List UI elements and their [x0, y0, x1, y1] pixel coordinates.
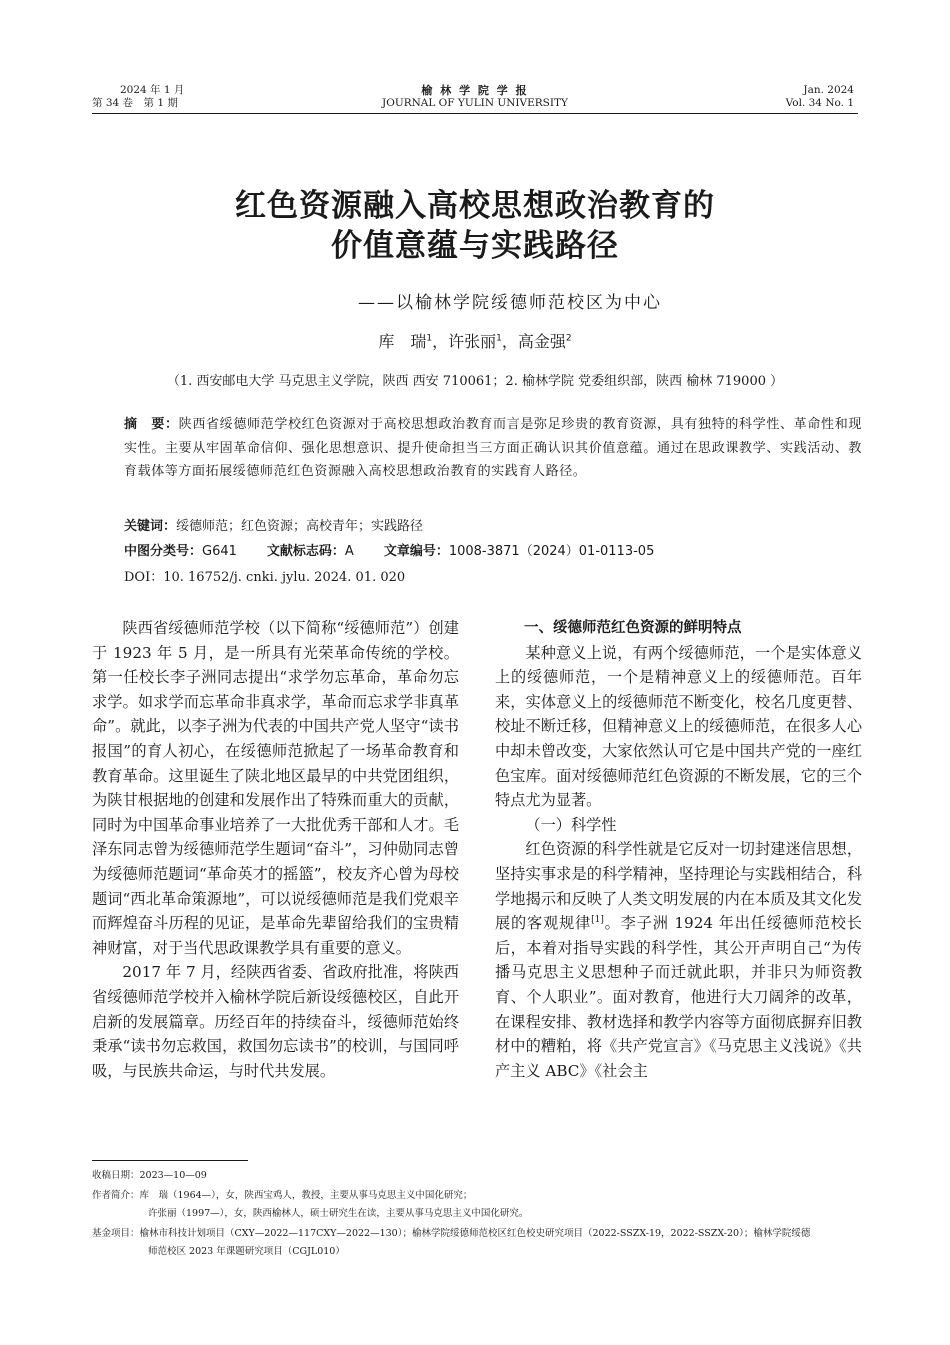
clc-label: 中图分类号：	[124, 544, 203, 559]
paragraph	[495, 837, 862, 1083]
article-subtitle: ——以榆林学院绥德师范校区为中心	[358, 293, 662, 313]
header-right	[786, 84, 854, 110]
footnote-rule	[92, 1160, 248, 1161]
article-title-line1: 红色资源融入高校思想政治教育的	[235, 188, 715, 224]
paragraph: 某种意义上说，有两个绥德师范，一个是实体意义上的绥德师范，一个是精神意义上的绥德师范。百年来，实体意义上的绥德师范不断变化，校名几度更替、校址不断迁移，但精神意义上的绥德师范，在很多人心中却未曾改变，大家依然认可它是中国共产党的一座红色宝库。面对绥德师范红色资源的不断发展，它的三个特点尤为显著。	[495, 643, 862, 810]
header-left	[92, 84, 184, 110]
received-date: 收稿日期：2023—10—09	[92, 1170, 207, 1181]
body-right-column	[495, 616, 862, 1083]
doi	[124, 566, 862, 590]
author-separator: ，	[432, 332, 449, 351]
header-rule	[92, 113, 858, 114]
journal-name	[330, 84, 620, 110]
classification-row	[124, 540, 862, 564]
article-no-label: 文章编号：	[383, 544, 449, 559]
abstract	[124, 413, 862, 484]
paragraph: 2017 年 7 月，经陕西省委、省政府批准，将陕西省绥德师范学校并入榆林学院后新设绥德校区，自此开启新的发展篇章。历经百年的持续奋斗，绥德师范始终秉承“读书勿忘救国，救国勿忘读书”的校训，与国同呼吸，与民族共命运，与时代共发展。	[92, 963, 459, 1080]
doc-code-label: 文献标志码：	[266, 544, 345, 559]
citation-link[interactable]: [1]	[591, 915, 604, 926]
author-name: 许张丽	[448, 332, 497, 351]
author-name: 高金强	[517, 332, 566, 351]
paragraph-text: 红色资源的科学性就是它反对一切封建迷信思想，坚持实事求是的科学精神，坚持理论与实践相结合，科学地揭示和反映了人类文明发展的内在本质及其文化发展的客观规律	[495, 840, 862, 933]
volume-issue-en: Vol. 34 No. 1	[785, 97, 854, 109]
doi-label: DOI：	[124, 570, 164, 585]
issue-date: 2024 年 1 月	[120, 84, 185, 96]
keywords-label: 关键词：	[124, 519, 177, 534]
funding-info: 基金项目：榆林市科技计划项目（CXY—2022—117CXY—2022—130）；榆林学院绥德师范校区红色校史研究项目（2022-SSZX-19，2022-SSZX-20）；榆林学院绥德	[92, 1228, 811, 1239]
author-info: 许张丽（1997—），女，陕西榆林人，硕士研究生在读，主要从事马克思主义中国化研究。	[148, 1208, 529, 1219]
keywords-text: 绥德师范；红色资源；高校青年；实践路径	[176, 519, 424, 534]
author-affil-mark: 2	[565, 333, 572, 344]
doi-link[interactable]: 10. 16752/j. cnki. jylu. 2024. 01. 020	[163, 570, 406, 585]
journal-name-cn: 榆 林 学 院 学 报	[421, 84, 529, 97]
clc-value: G641	[202, 544, 237, 559]
author-info: 作者简介：库 瑞（1964—），女，陕西宝鸡人，教授，主要从事马克思主义中国化研究；	[92, 1190, 473, 1201]
author-affil-mark: 1	[426, 333, 433, 344]
author-list	[92, 329, 858, 352]
paragraph: 陕西省绥德师范学校（以下简称“绥德师范”）创建于 1923 年 5 月，是一所具有光荣革命传统的学校。第一任校长李子洲同志提出“求学勿忘革命，革命勿忘求学。如求学而忘革命非真求学，革命而忘求学非真革命”。就此，以李子洲为代表的中国共产党人坚守“读书报国”的育人初心，在绥德师范掀起了一场革命教育和教育革命。这里诞生了陕北地区最早的中共党团组织，为陕甘根据地的创建和发展作出了特殊而重大的贡献，同时为中国革命事业培养了一大批优秀干部和人才。毛泽东同志曾为绥德师范学生题词“奋斗”，习仲勋同志曾为绥德师范题词“革命英才的摇篮”，校友齐心曾为母校题词“西北革命策源地”，可以说绥德师范是我们党艰辛而辉煌奋斗历程的见证，是革命先辈留给我们的宝贵精神财富，对于当代思政课教学具有重要的意义。	[92, 619, 459, 957]
journal-name-en: JOURNAL OF YULIN UNIVERSITY	[382, 97, 568, 109]
article-title-line2: 价值意蕴与实践路径	[331, 228, 619, 264]
author-name: 库 瑞	[378, 332, 427, 351]
abstract-text: 陕西省绥德师范学校红色资源对于高校思想政治教育而言是弥足珍贵的教育资源，具有独特的科学性、革命性和现实性。主要从牢固革命信仰、强化思想意识、提升使命担当三方面正确认识其价值意蕴。通过在思政课教学、实践活动、教育载体等方面拓展绥德师范红色资源融入高校思想政治教育的实践育人路径。	[124, 417, 862, 479]
paragraph-text: 。李子洲 1924 年出任绥德师范校长后，本着对指导实践的科学性，其公开声明自己“为传播马克思主义思想种子而迁就此职，并非只为师资教育、个人职业”。面对教育，他进行大刀阔斧的改革，在课程安排、教材选择和教学内容等方面彻底摒弃旧教材中的糟粕，将《共产党宣言》《马克思主义浅说》《共产主义 ABC》《社会主	[495, 914, 862, 1080]
author-separator: ，	[501, 332, 518, 351]
section-heading: 一、绥德师范红色资源的鲜明特点	[524, 620, 742, 636]
body-left-column	[92, 616, 459, 1083]
volume-issue: 第 34 卷 第 1 期	[92, 97, 178, 109]
issue-date-en: Jan. 2024	[803, 84, 854, 96]
article-no-value: 1008-3871（2024）01-0113-05	[448, 544, 655, 559]
doc-code-value: A	[344, 544, 354, 559]
subsection-heading: （一）科学性	[525, 815, 617, 834]
funding-info: 师范校区 2023 年课题研究项目（CGJL010）	[148, 1246, 345, 1257]
abstract-label: 摘 要：	[124, 417, 179, 432]
author-affil-mark: 1	[496, 333, 502, 344]
keywords	[124, 515, 862, 539]
affiliations: （1. 西安邮电大学 马克思主义学院，陕西 西安 710061；2. 榆林学院 党委组织部，陕西 榆林 719000 ）	[166, 374, 784, 389]
